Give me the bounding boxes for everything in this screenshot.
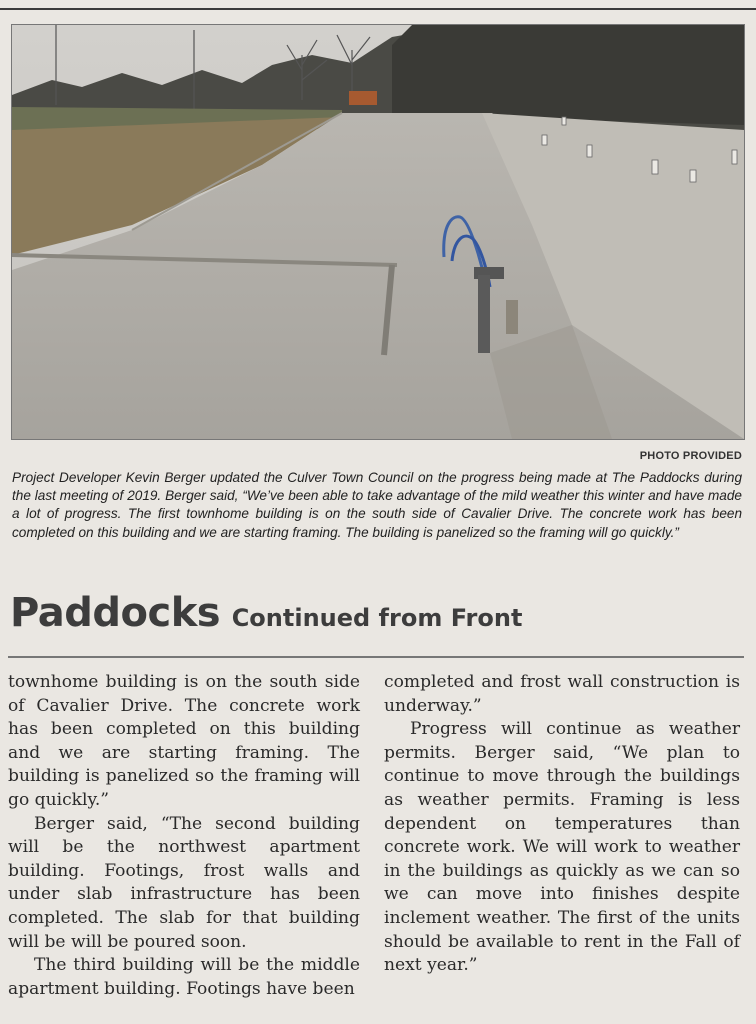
photo-caption: Project Developer Kevin Berger updated the Culver Town Council on the progress being made at The Paddocks during the last meeting of 2019. Berger said, “We’ve been able to take advantage of the mild weather this winter and have made a lot of progress. The first townhome building is on the south side of Cavalier Drive. The concrete work has been completed on this building and we are starting framing. The building is panelized so the framing will go quickly.”: [12, 470, 742, 540]
photo-credit: PHOTO PROVIDED: [639, 450, 742, 462]
headline-title: Paddocks: [10, 590, 221, 636]
construction-photo: [11, 24, 745, 440]
top-rule: [0, 8, 756, 10]
headline-rule: [8, 656, 744, 658]
article-paragraph: completed and frost wall construction is underway.”: [384, 672, 740, 716]
headline: [10, 590, 750, 636]
article-column-1: [8, 671, 360, 1001]
article-paragraph: townhome building is on the south side of Cavalier Drive. The concrete work has been completed on this building and we are starting framing. The building is panelized so the framing will go quickly.”: [8, 672, 360, 810]
article-column-2: [384, 671, 740, 978]
article-paragraph: Berger said, “The second building will be the northwest apartment building. Footings, frost walls and under slab infrastructure has been completed. The slab for that building will be will be poured soon.: [8, 813, 360, 952]
article-paragraph: The third building will be the middle apartment building. Footings have been: [8, 955, 360, 999]
headline-subtitle: Continued from Front: [231, 604, 523, 632]
article-paragraph: Progress will continue as weather permits. Berger said, “We plan to continue to move through the buildings as weather permits. Framing is less dependent on temperatures than concrete work. We will work to weather in the buildings as quickly as we can so we can move into finishes despite inclement weather. The first of the units should be available to rent in the Fall of next year.”: [384, 719, 740, 976]
